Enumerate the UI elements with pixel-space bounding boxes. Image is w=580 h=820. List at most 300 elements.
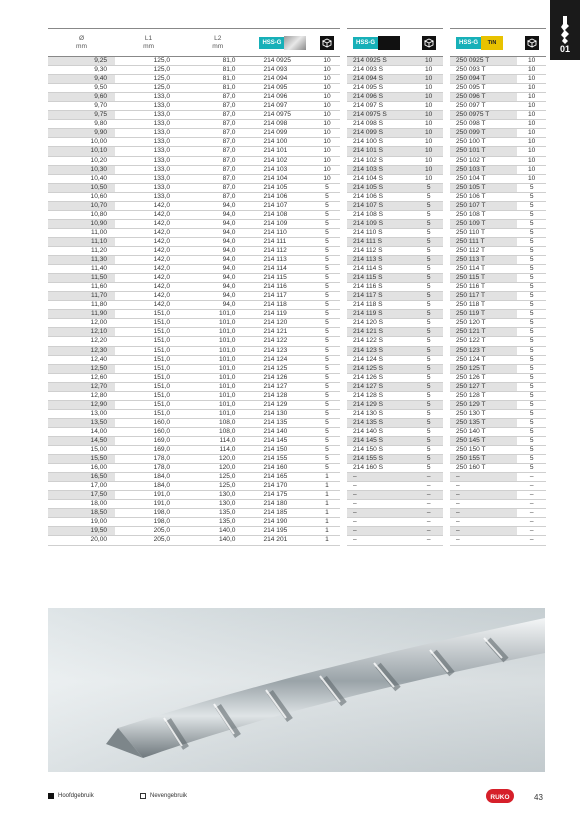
pack-qty-cell: 5: [529, 237, 534, 245]
pack-qty-cell: 10: [425, 156, 433, 164]
article-number-cell: 214 102: [263, 156, 288, 164]
pack-qty-cell: 1: [325, 518, 329, 526]
diameter-cell: 13,00: [90, 409, 108, 417]
pack-qty-cell: 5: [529, 319, 534, 327]
drill-icon: [560, 16, 570, 44]
pack-qty-cell: –: [529, 518, 534, 526]
article-number-cell: 214 128: [263, 391, 288, 399]
header-pack-2: [414, 29, 443, 57]
pack-qty-cell: 5: [529, 228, 534, 236]
pack-qty-cell: 5: [325, 346, 329, 354]
diameter-cell: 11,90: [48, 310, 115, 319]
pack-qty-cell: 10: [528, 138, 536, 146]
l2-cell: 101,0: [218, 391, 236, 399]
table-row: [450, 482, 546, 491]
l2-cell: 101,0: [218, 310, 236, 318]
pack-qty-cell: 10: [528, 84, 536, 92]
l2-cell: 94,0: [222, 219, 236, 227]
article-number-cell: 214 110 S: [353, 228, 383, 236]
table-row: [48, 436, 340, 445]
pack-qty-cell: 10: [323, 57, 331, 64]
pack-qty-cell: 5: [325, 228, 329, 236]
l2-cell: 81,0: [222, 66, 236, 74]
pack-qty-cell: 5: [426, 210, 431, 218]
pack-qty-cell: 5: [414, 436, 443, 445]
pack-qty-cell: 5: [325, 210, 329, 218]
article-number-cell: 214 111 S: [347, 237, 414, 246]
l2-cell: 94,0: [222, 265, 236, 273]
table-row: [450, 265, 546, 274]
table-row: [347, 328, 443, 337]
l2-cell: 87,0: [222, 102, 236, 110]
pack-qty-cell: 5: [325, 301, 329, 309]
diameter-cell: 9,80: [94, 120, 108, 128]
article-number-cell: 214 093 S: [353, 66, 384, 74]
table-row: [347, 138, 443, 147]
article-number-cell: –: [347, 491, 414, 500]
l2-cell: 87,0: [222, 93, 236, 101]
pack-qty-cell: 5: [325, 418, 329, 426]
diameter-cell: 11,10: [48, 237, 115, 246]
table-row: [347, 228, 443, 237]
article-number-cell: 250 113 T: [450, 256, 517, 265]
table-row: [347, 156, 443, 165]
diameter-cell: 12,60: [90, 373, 108, 381]
article-number-cell: 214 114: [263, 265, 287, 273]
table-row: [347, 265, 443, 274]
table-row: [347, 183, 443, 192]
pack-qty-cell: 5: [414, 274, 443, 283]
pack-qty-cell: 5: [414, 400, 443, 409]
table-row: [48, 237, 340, 246]
table-row: [347, 373, 443, 382]
pack-qty-cell: 5: [529, 464, 534, 472]
pack-qty-cell: 5: [325, 400, 329, 408]
table-row: [347, 473, 443, 482]
pack-qty-cell: 5: [325, 382, 329, 390]
article-number-cell: 250 112 T: [456, 246, 486, 254]
pack-qty-cell: 5: [414, 364, 443, 373]
table-row: [48, 75, 340, 84]
article-number-cell: 250 101 T: [450, 147, 517, 156]
table-row: [347, 283, 443, 292]
pack-qty-cell: 5: [426, 464, 431, 472]
diameter-cell: 12,30: [48, 346, 115, 355]
pack-qty-cell: –: [414, 491, 443, 500]
l2-cell: 81,0: [222, 57, 236, 64]
table-row: [48, 319, 340, 328]
l1-cell: 151,0: [153, 328, 171, 336]
table-row: [347, 364, 443, 373]
pack-qty-cell: 5: [325, 427, 329, 435]
table-row: [347, 256, 443, 265]
article-number-cell: 250 109 T: [450, 219, 517, 228]
article-number-cell: –: [450, 491, 517, 500]
pack-qty-cell: 5: [325, 446, 329, 454]
pack-qty-cell: –: [414, 473, 443, 482]
table-row: [450, 436, 546, 445]
pack-qty-cell: 5: [325, 391, 329, 399]
table-row: [347, 310, 443, 319]
article-number-cell: 214 107: [263, 201, 288, 209]
pack-qty-cell: –: [529, 473, 534, 481]
l2-cell: 101,0: [218, 328, 236, 336]
pack-qty-cell: 5: [529, 446, 534, 454]
pack-qty-cell: 5: [529, 436, 534, 444]
table-row: [347, 165, 443, 174]
article-number-cell: 214 096: [263, 93, 288, 101]
article-number-cell: 250 106 T: [456, 192, 486, 200]
ruko-logo: [486, 787, 514, 805]
l2-cell: 94,0: [222, 274, 236, 282]
pack-qty-cell: 5: [529, 328, 534, 336]
l1-cell: 184,0: [153, 482, 171, 490]
pack-qty-cell: 5: [325, 364, 329, 372]
table-row: [48, 165, 340, 174]
article-number-cell: 214 101 S: [347, 147, 414, 156]
article-number-cell: 214 109: [263, 219, 288, 227]
table-row: [48, 455, 340, 464]
table-row: [347, 355, 443, 364]
table-row: [347, 301, 443, 310]
article-number-cell: 214 108: [263, 210, 288, 218]
pack-qty-cell: 10: [414, 147, 443, 156]
article-number-cell: 214 113: [263, 256, 287, 264]
table-row: [450, 228, 546, 237]
l1-cell: 151,0: [153, 346, 171, 354]
table-hss-g-black: [347, 28, 443, 546]
article-number-cell: 214 135: [263, 418, 288, 426]
article-number-cell: 214 103 S: [347, 165, 414, 174]
l1-cell: 198,0: [153, 509, 171, 517]
diameter-cell: 20,00: [90, 536, 108, 544]
article-number-cell: 250 119 T: [450, 310, 517, 319]
l1-cell: 133,0: [153, 102, 171, 110]
header-diameter: Ø mm: [48, 29, 115, 57]
table-row: [347, 346, 443, 355]
article-number-cell: 250 128 T: [456, 391, 486, 399]
pack-qty-cell: 5: [325, 455, 329, 463]
pack-qty-cell: 5: [325, 246, 329, 254]
table-row: [347, 93, 443, 102]
diameter-cell: 18,00: [90, 500, 108, 508]
table-row: [450, 527, 546, 536]
table-row: [48, 147, 340, 156]
pack-qty-cell: 5: [325, 201, 329, 209]
pack-qty-cell: –: [426, 518, 431, 526]
table-row: [450, 400, 546, 409]
article-number-cell: 250 140 T: [456, 427, 486, 435]
article-number-cell: 214 120: [263, 319, 288, 327]
pack-qty-cell: 5: [529, 355, 534, 363]
table-row: [450, 183, 546, 192]
package-icon: [525, 36, 539, 50]
table-row: [347, 174, 443, 183]
diameter-cell: 12,20: [90, 337, 108, 345]
diameter-cell: 17,00: [90, 482, 108, 490]
table-row: [450, 274, 546, 283]
article-number-cell: 214 175: [263, 491, 288, 499]
table-row: [347, 400, 443, 409]
pack-qty-cell: 10: [323, 66, 331, 74]
article-number-cell: 214 129 S: [347, 400, 414, 409]
pack-qty-cell: 5: [414, 418, 443, 427]
pack-qty-cell: 5: [325, 192, 329, 200]
table-row: [347, 482, 443, 491]
pack-qty-cell: 5: [529, 382, 534, 390]
article-number-cell: 214 150: [263, 446, 288, 454]
article-number-cell: 250 096 T: [450, 93, 517, 102]
article-number-cell: 250 126 T: [456, 373, 486, 381]
article-number-cell: 250 0975 T: [450, 111, 517, 120]
article-number-cell: 214 101: [263, 147, 288, 155]
article-number-cell: 214 096 S: [347, 93, 414, 102]
l1-cell: 142,0: [153, 219, 171, 227]
l1-cell: 133,0: [153, 111, 171, 119]
table-row: [48, 328, 340, 337]
table-row: [450, 455, 546, 464]
l2-cell: 87,0: [222, 174, 236, 182]
table-row: [450, 138, 546, 147]
table-row: [450, 337, 546, 346]
table-row: [347, 192, 443, 201]
hss-g-badge: HSS-G: [456, 37, 481, 49]
table-row: [450, 75, 546, 84]
pack-qty-cell: 10: [425, 102, 433, 110]
article-number-cell: –: [353, 518, 357, 526]
pack-qty-cell: 5: [426, 427, 431, 435]
article-number-cell: 250 108 T: [456, 210, 486, 218]
article-number-cell: 214 106 S: [353, 192, 384, 200]
article-number-cell: –: [450, 473, 517, 482]
table-row: [450, 427, 546, 436]
pack-qty-cell: 5: [529, 337, 534, 345]
table-row: [347, 446, 443, 455]
pack-qty-cell: 10: [528, 75, 536, 83]
table-row: [48, 482, 340, 491]
article-number-cell: 250 117 T: [450, 292, 517, 301]
l2-cell: 130,0: [218, 500, 236, 508]
article-number-cell: 214 195: [263, 527, 288, 535]
l1-cell: 142,0: [153, 265, 171, 273]
pack-qty-cell: 5: [414, 328, 443, 337]
article-number-cell: 214 121 S: [347, 328, 414, 337]
table-row: [450, 156, 546, 165]
table-row: [450, 102, 546, 111]
l2-cell: 140,0: [218, 536, 236, 544]
article-number-cell: 214 140: [263, 427, 288, 435]
pack-qty-cell: 5: [325, 328, 329, 336]
diameter-cell: 10,40: [90, 174, 108, 182]
table-row: [450, 473, 546, 482]
diameter-cell: 19,50: [48, 527, 115, 536]
article-number-cell: 214 095 S: [353, 84, 384, 92]
pack-qty-cell: 5: [325, 464, 329, 472]
article-number-cell: 250 0925 T: [450, 57, 517, 66]
article-number-cell: 214 114 S: [353, 265, 383, 273]
table-row: [48, 373, 340, 382]
table-row: [347, 129, 443, 138]
pack-qty-cell: 5: [529, 274, 534, 282]
pack-qty-cell: 10: [425, 138, 433, 146]
article-number-cell: –: [450, 509, 517, 518]
table-row: [450, 111, 546, 120]
article-number-cell: 250 115 T: [450, 274, 517, 283]
article-number-cell: –: [456, 518, 460, 526]
table-row: [450, 219, 546, 228]
diameter-cell: 17,50: [48, 491, 115, 500]
table-row: [48, 120, 340, 129]
article-number-cell: 250 122 T: [456, 337, 486, 345]
table-row: [450, 518, 546, 527]
pack-qty-cell: 5: [325, 283, 329, 291]
table-row: [48, 228, 340, 237]
table-row: [347, 219, 443, 228]
l2-cell: 114,0: [219, 446, 236, 454]
diameter-cell: 14,00: [90, 427, 108, 435]
pack-qty-cell: 10: [528, 129, 536, 137]
table-row: [450, 418, 546, 427]
l1-cell: 142,0: [153, 228, 171, 236]
article-number-cell: 214 112 S: [353, 246, 383, 254]
diameter-cell: 10,60: [90, 192, 108, 200]
l2-cell: 94,0: [222, 228, 236, 236]
table-row: [450, 409, 546, 418]
article-number-cell: 214 0975: [263, 111, 291, 119]
l2-cell: 94,0: [222, 301, 236, 309]
article-number-cell: 214 094 S: [347, 75, 414, 84]
l2-cell: 87,0: [222, 129, 236, 137]
table-row: [48, 292, 340, 301]
pack-qty-cell: 5: [414, 310, 443, 319]
table-row: [48, 346, 340, 355]
article-number-cell: 214 116 S: [353, 283, 383, 291]
article-number-cell: 250 111 T: [450, 237, 517, 246]
article-number-cell: 250 124 T: [456, 355, 486, 363]
diameter-cell: 12,10: [48, 328, 115, 337]
header-pack-3: [517, 29, 546, 57]
pack-qty-cell: 5: [529, 219, 534, 227]
table-row: [450, 129, 546, 138]
article-number-cell: 214 105: [263, 183, 288, 191]
header-hss-g-tin: [450, 29, 517, 57]
pack-qty-cell: 10: [414, 57, 443, 66]
pack-qty-cell: 5: [325, 274, 329, 282]
l1-cell: 142,0: [153, 210, 171, 218]
diameter-cell: 18,50: [48, 509, 115, 518]
diameter-cell: 16,00: [90, 464, 108, 472]
article-number-cell: 214 115 S: [347, 274, 414, 283]
article-number-cell: 250 094 T: [450, 75, 517, 84]
table-row: [347, 57, 443, 66]
pack-qty-cell: 1: [325, 509, 329, 517]
table-row: [48, 274, 340, 283]
pack-qty-cell: 5: [529, 364, 534, 372]
diameter-cell: 10,10: [48, 147, 115, 156]
pack-qty-cell: 10: [528, 147, 536, 155]
table-row: [450, 93, 546, 102]
bright-finish-swatch: [284, 36, 306, 50]
table-row: [48, 310, 340, 319]
pack-qty-cell: 1: [325, 491, 329, 499]
l2-cell: 101,0: [218, 319, 236, 327]
diameter-cell: 10,20: [90, 156, 108, 164]
table-row: [48, 473, 340, 482]
diameter-cell: 11,20: [91, 246, 108, 254]
article-number-cell: 214 119: [263, 310, 287, 318]
l2-cell: 94,0: [222, 201, 236, 209]
legend-secondary-use: [140, 793, 187, 799]
pack-qty-cell: 5: [325, 219, 329, 227]
diameter-cell: 9,70: [94, 102, 108, 110]
article-number-cell: 214 100 S: [353, 138, 384, 146]
diameter-cell: 12,00: [90, 319, 108, 327]
article-number-cell: 250 121 T: [450, 328, 517, 337]
pack-qty-cell: 5: [414, 382, 443, 391]
l1-cell: 125,0: [153, 66, 171, 74]
pack-qty-cell: –: [414, 509, 443, 518]
table-row: [450, 66, 546, 75]
diameter-cell: 11,70: [48, 292, 115, 301]
l1-cell: 142,0: [153, 201, 171, 209]
l1-cell: 125,0: [153, 75, 171, 83]
l2-cell: 120,0: [218, 455, 236, 463]
table-row: [450, 373, 546, 382]
table-row: [450, 174, 546, 183]
table-row: [48, 156, 340, 165]
article-number-cell: 214 160 S: [353, 464, 384, 472]
article-number-cell: 250 110 T: [456, 228, 486, 236]
article-number-cell: 250 145 T: [450, 436, 517, 445]
chapter-tab: [550, 0, 580, 60]
l1-cell: 151,0: [153, 373, 171, 381]
pack-qty-cell: 5: [529, 265, 534, 273]
l1-cell: 191,0: [153, 491, 171, 499]
table-row: [347, 382, 443, 391]
article-number-cell: 214 122: [263, 337, 288, 345]
table-row: [450, 464, 546, 473]
article-number-cell: 214 118 S: [353, 301, 383, 309]
table-row: [450, 364, 546, 373]
table-row: [347, 337, 443, 346]
pack-qty-cell: 5: [414, 256, 443, 265]
pack-qty-cell: 5: [529, 400, 534, 408]
article-number-cell: 214 112: [263, 246, 287, 254]
pack-qty-cell: 10: [425, 174, 433, 182]
article-number-cell: 214 117: [263, 292, 287, 300]
diameter-cell: 9,90: [48, 129, 115, 138]
diameter-cell: 15,00: [90, 446, 108, 454]
l2-cell: 108,0: [218, 427, 236, 435]
table-row: [450, 301, 546, 310]
l1-cell: 151,0: [153, 382, 171, 390]
diameter-cell: 11,80: [91, 301, 108, 309]
table-row: [347, 210, 443, 219]
pack-qty-cell: 5: [426, 265, 431, 273]
package-icon: [422, 36, 436, 50]
table-row: [48, 283, 340, 292]
table-row: [347, 464, 443, 473]
diameter-cell: 11,50: [48, 274, 115, 283]
article-number-cell: 250 102 T: [456, 156, 486, 164]
black-finish-swatch: [378, 36, 400, 50]
table-row: [347, 120, 443, 129]
article-number-cell: 214 113 S: [347, 256, 414, 265]
pack-qty-cell: 5: [414, 455, 443, 464]
diameter-cell: 10,80: [90, 210, 108, 218]
l2-cell: 101,0: [218, 382, 236, 390]
pack-qty-cell: –: [426, 536, 431, 544]
